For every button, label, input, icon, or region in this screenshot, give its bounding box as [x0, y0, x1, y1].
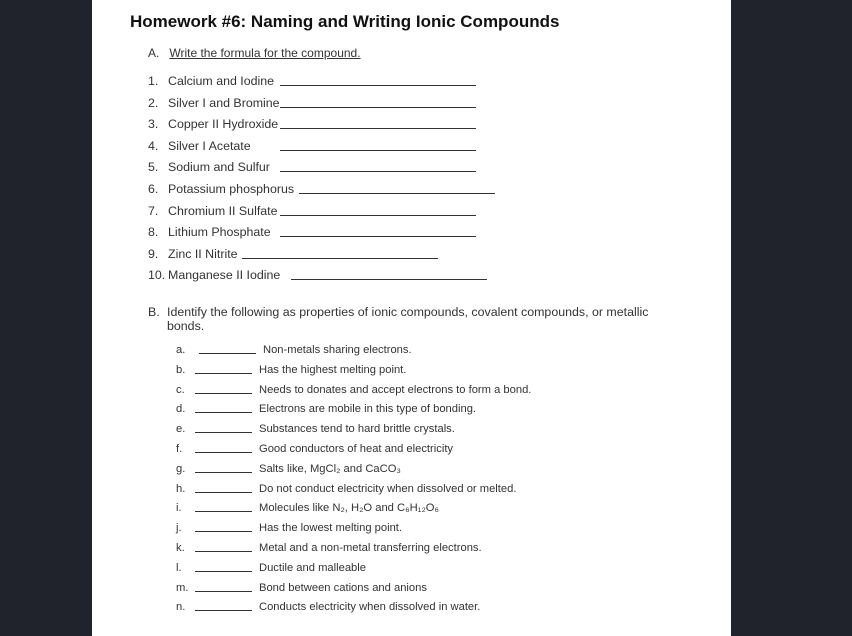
answer-blank[interactable]	[195, 422, 252, 433]
question-text: Chromium II Sulfate	[168, 203, 278, 218]
property-letter: m.	[176, 581, 189, 594]
property-text: Salts like, MgCl₂ and CaCO₃	[259, 462, 401, 475]
property-letter: g.	[176, 462, 186, 475]
question-text: Manganese II Iodine	[168, 268, 281, 283]
property-text: Non-metals sharing electrons.	[263, 344, 412, 356]
question-number: 5.	[148, 160, 159, 175]
answer-blank[interactable]	[199, 343, 256, 354]
question-number: 7.	[148, 203, 159, 218]
question-number: 10.	[148, 268, 166, 283]
property-letter: h.	[176, 482, 186, 495]
answer-blank[interactable]	[195, 383, 252, 394]
document-page	[92, 0, 731, 636]
question-text: Copper II Hydroxide	[168, 117, 279, 132]
question-number: 3.	[148, 117, 159, 132]
answer-blank[interactable]	[195, 501, 252, 512]
question-text: Sodium and Sulfur	[168, 160, 270, 175]
question-number: 6.	[148, 182, 159, 196]
property-letter: a.	[176, 344, 186, 356]
property-letter: j.	[176, 522, 182, 535]
property-text: Ductile and malleable	[259, 561, 366, 574]
property-text: Electrons are mobile in this type of bonding.	[259, 403, 477, 416]
property-text: Good conductors of heat and electricity	[259, 443, 454, 455]
property-text: Bond between cations and anions	[259, 581, 427, 594]
answer-blank[interactable]	[280, 224, 476, 237]
property-letter: c.	[176, 383, 185, 396]
answer-blank[interactable]	[280, 73, 476, 86]
answer-blank[interactable]	[195, 482, 252, 493]
property-text: Has the lowest melting point.	[259, 522, 403, 535]
question-number: 4.	[148, 138, 159, 153]
document-title: Homework #6: Naming and Writing Ionic Compounds	[130, 12, 560, 31]
question-number: 8.	[148, 225, 159, 240]
property-letter: e.	[176, 423, 186, 436]
question-number: 2.	[148, 95, 159, 110]
property-letter: l.	[176, 561, 182, 574]
property-letter: k.	[176, 542, 185, 554]
answer-blank[interactable]	[291, 267, 487, 280]
question-text: Calcium and Iodine	[168, 74, 275, 88]
property-text: Molecules like N₂, H₂O and C₆H₁₂O₆	[259, 502, 440, 515]
property-text: Metal and a non-metal transferring electrons.	[259, 542, 482, 554]
answer-blank[interactable]	[195, 402, 252, 413]
property-letter: f.	[176, 443, 183, 455]
question-text: Silver I and Bromine	[168, 95, 280, 110]
answer-blank[interactable]	[280, 203, 476, 216]
property-letter: i.	[176, 502, 182, 515]
answer-blank[interactable]	[195, 600, 252, 611]
answer-blank[interactable]	[242, 246, 438, 259]
answer-blank[interactable]	[280, 159, 476, 172]
answer-blank[interactable]	[195, 442, 252, 453]
section-a-instruction: Write the formula for the compound.	[169, 46, 361, 60]
question-text: Lithium Phosphate	[168, 225, 271, 240]
question-text: Zinc II Nitrite	[168, 246, 238, 261]
property-text: Conducts electricity when dissolved in water.	[259, 601, 481, 614]
answer-blank[interactable]	[280, 138, 476, 151]
answer-blank[interactable]	[195, 462, 252, 473]
answer-blank[interactable]	[195, 561, 252, 572]
section-a-heading	[148, 46, 361, 60]
answer-blank[interactable]	[280, 95, 476, 108]
answer-blank[interactable]	[195, 581, 252, 592]
section-b-instruction: Identify the following as properties of ionic compounds, covalent compounds, or metallic bonds.	[167, 305, 649, 333]
property-letter: n.	[176, 601, 186, 614]
question-number: 1.	[148, 74, 159, 88]
question-number: 9.	[148, 246, 159, 261]
property-letter: d.	[176, 403, 186, 416]
answer-blank[interactable]	[299, 181, 495, 194]
section-b-label: B.	[148, 305, 160, 319]
question-text: Silver I Acetate	[168, 138, 251, 153]
answer-blank[interactable]	[195, 521, 252, 532]
answer-blank[interactable]	[195, 363, 252, 374]
section-a-label: A.	[148, 46, 160, 60]
property-text: Needs to donates and accept electrons to form a bond.	[259, 383, 532, 396]
property-text: Substances tend to hard brittle crystals.	[259, 423, 455, 436]
property-text: Has the highest melting point.	[259, 363, 407, 376]
property-letter: b.	[176, 363, 186, 376]
answer-blank[interactable]	[280, 116, 476, 129]
property-text: Do not conduct electricity when dissolved or melted.	[259, 482, 517, 495]
question-text: Potassium phosphorus	[168, 182, 295, 196]
answer-blank[interactable]	[195, 541, 252, 552]
